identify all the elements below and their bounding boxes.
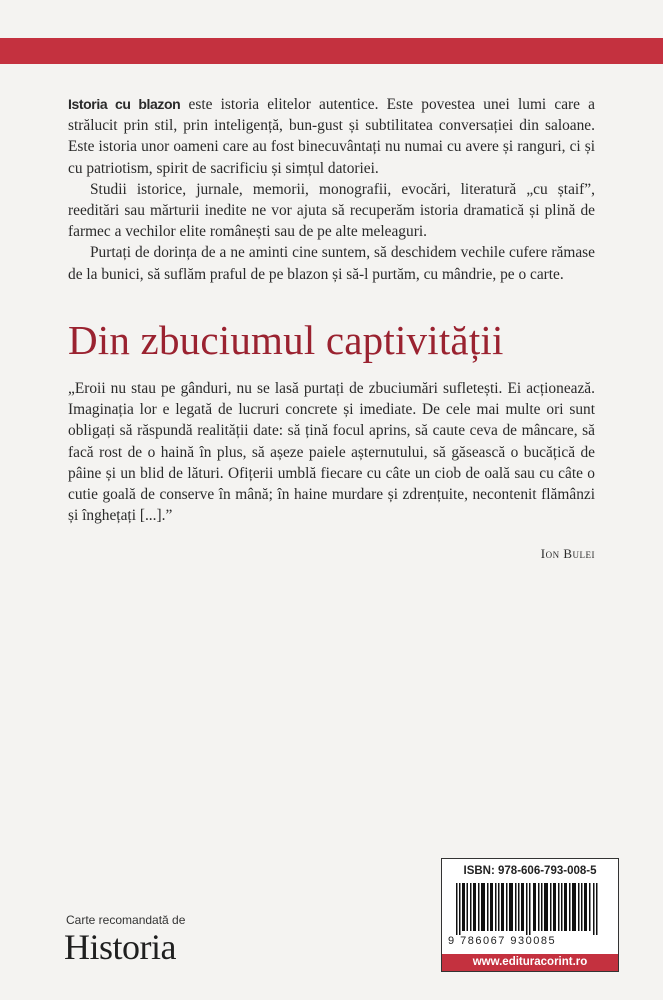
series-intro <box>68 94 595 285</box>
quote-text: „Eroii nu stau pe gânduri, nu se lasă purtați de zbuciumări sufletești. Ei acționează. Imaginația lor e legată de lucruri concrete și imediate. De cele mai multe ori sunt obligați să răspundă realității date: să țină focul aprins, să caute ceva de mâncare, să facă rost de o haină în plus, să așeze paiele așternutului, să găsească o bucățică de pâine și un blid de lături. Ofițerii umblă fiecare cu câte un ciob de oală sau cu câte o cutie goală de conserve în mână; în haine murdare și zdrențuite, necontenit flămânzi și înghețați [...].” <box>68 380 595 525</box>
isbn-barcode-box <box>441 858 619 972</box>
series-name: Istoria cu blazon <box>68 96 181 112</box>
barcode-digits: 9 786067 930085 <box>448 935 557 947</box>
quote-author: Ion Bulei <box>540 546 595 561</box>
intro-paragraph-3: Purtați de dorința de a ne aminti cine suntem, să deschidem vechile cufere rămase de la bunici, să suflăm praful de pe blazon și să-l purtăm, cu mândrie, pe o carte. <box>68 244 595 283</box>
top-red-band <box>0 38 663 64</box>
isbn-label: ISBN: 978-606-793-008-5 <box>463 865 597 877</box>
intro-paragraph-1 <box>68 94 595 179</box>
barcode-icon <box>456 883 604 935</box>
intro-paragraph-1-text: este istoria elitelor autentice. Este povestea unei lumi care a strălucit prin stil, prin inteligență, bun-gust și subtilitatea conversației din saloane. Este istoria unor oameni care au fost binecuvântați nu numai cu avere și ranguri, ci și cu patriotism, spirit de sacrificiu și simțul datoriei. <box>68 96 595 177</box>
book-headline: Din zbuciumul captivității <box>68 317 504 363</box>
intro-paragraph-2: Studii istorice, jurnale, memorii, monografii, evocări, literatură „cu ștaif”, reeditări sau mărturii inedite ne vor ajuta să recuperăm istoria dramatică și plină de farmec a vechilor elite românești sau de pe alte meleaguri. <box>68 180 595 241</box>
recommendation-label: Carte recomandată de <box>66 913 186 927</box>
publisher-website[interactable]: www.edituracorint.ro <box>442 954 618 971</box>
historia-logo: Historia <box>64 927 176 967</box>
